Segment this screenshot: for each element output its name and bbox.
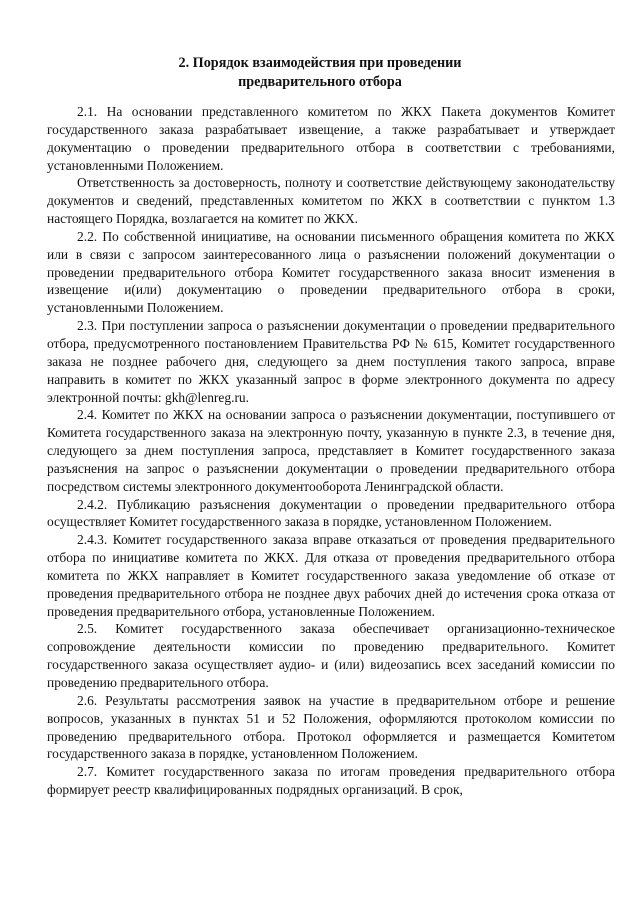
section-title-line-1: 2. Порядок взаимодействия при проведении xyxy=(178,55,462,71)
paragraph-responsibility: Ответственность за достоверность, полноту и соответствие действующему законодательству документов и сведений, представленных комитетом по ЖКХ в соответствии с пунктом 1.3 настоящего Порядка, возлагается на комитет по ЖКХ. xyxy=(47,175,615,227)
paragraph-2-4-3: 2.4.3. Комитет государственного заказа вправе отказаться от проведения предварительного отбора по инициативе комитета по ЖКХ. Для отказа от проведения предварительного отбора комитета по ЖКХ направляет в Комитет государственного заказа уведомление об отказе от проведения предварительного отбора не позднее двух рабочих дней до истечения срока отказа от проведения предварительного отбора, установленные Положением. xyxy=(47,532,615,619)
paragraph-2-1: 2.1. На основании представленного комитетом по ЖКХ Пакета документов Комитет государственного заказа разрабатывает извещение, а также разрабатывает и утверждает документацию о проведении предварительного отбора в соответствии с требованиями, установленными Положением. xyxy=(47,104,615,173)
section-title xyxy=(0,54,640,92)
paragraph-2-4-2: 2.4.2. Публикацию разъяснения документации о проведении предварительного отбора осуществляет Комитет государственного заказа в порядке, установленном Положением. xyxy=(47,496,615,530)
section-body xyxy=(47,103,615,799)
paragraph-2-3: 2.3. При поступлении запроса о разъяснении документации о проведении предварительного отбора, предусмотренного постановлением Правительства РФ № 615, Комитет государственного заказа не позднее рабочего дня, следующего за днем поступления такого запроса, вправе направить в комитет по ЖКХ указанный запрос в форме электронного документа по адресу электронной почты: gkh@lenreg.ru. xyxy=(47,318,615,405)
paragraph-2-5: 2.5. Комитет государственного заказа обеспечивает организационно-техническое сопровождение деятельности комиссии по проведению предварительного. Комитет государственного заказа осуществляет аудио- и (или) видеозапись всех заседаний комиссии по проведению предварительного отбора. xyxy=(47,621,615,690)
section-title-line-2: предварительного отбора xyxy=(238,74,402,90)
paragraph-2-2: 2.2. По собственной инициативе, на основании письменного обращения комитета по ЖКХ или в связи с запросом заинтересованного лица о разъяснении положений документации о проведении предварительного отбора Комитет государственного заказа вносит изменения в извещение и(или) документацию о проведении предварительного отбора в сроки, установленными Положением. xyxy=(47,228,615,316)
paragraph-2-6: 2.6. Результаты рассмотрения заявок на участие в предварительном отборе и решение вопросов, указанных в пунктах 51 и 52 Положения, оформляются протоколом комиссии по проведению предварительного отбора. Протокол оформляется и размещается Комитетом государственного заказа в порядке, установленном Положением. xyxy=(47,692,615,762)
paragraph-2-7: 2.7. Комитет государственного заказа по итогам проведения предварительного отбора формирует реестр квалифицированных подрядных организаций. В срок, xyxy=(47,764,615,798)
paragraph-2-4: 2.4. Комитет по ЖКХ на основании запроса о разъяснении документации, поступившего от Комитета государственного заказа на электронную почту, указанную в пункте 2.3, в течение дня, следующего за днем поступления запроса, представляет в Комитет государственного заказа разъяснения на запрос о разъяснении документации о проведении предварительного отбора посредством системы электронного документооборота Ленинградской области. xyxy=(47,407,615,494)
